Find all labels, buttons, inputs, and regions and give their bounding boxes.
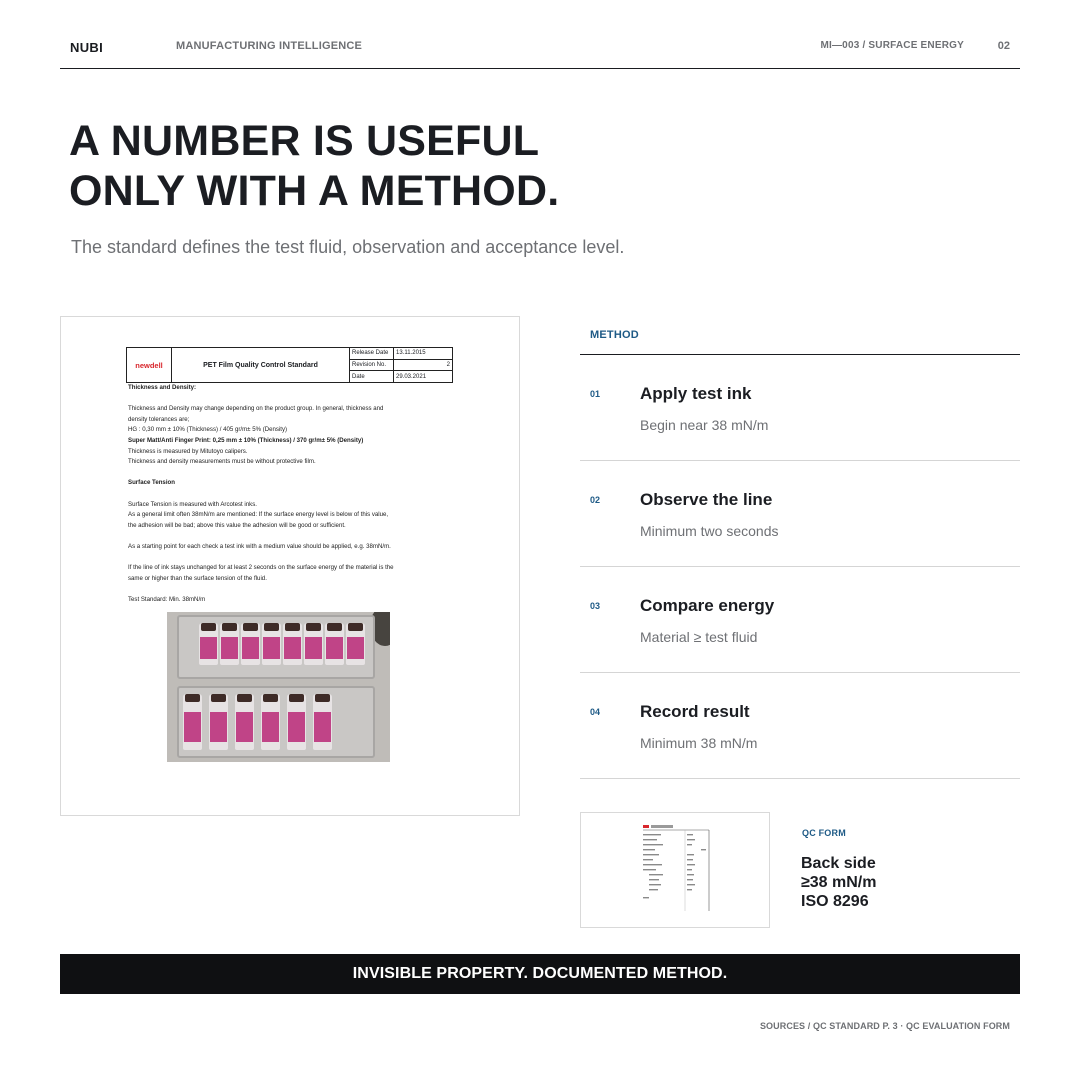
bottle-label [210,712,227,742]
document-blank-line [128,584,458,595]
step-number: 04 [590,707,601,717]
document-line: Surface Tension is measured with Arcotest inks. [128,500,257,508]
document-line: If the line of ink stays unchanged for at least 2 seconds on the surface energy of the material is the [128,564,394,572]
ink-bottle [220,623,239,665]
step-number: 03 [590,601,601,611]
bottle-label [305,637,322,659]
bottle-label [326,637,343,659]
qc-form-threshold: ≥38 mN/m [801,874,877,891]
bottle-cap [289,694,304,702]
document-line: density tolerances are; [128,415,190,423]
qc-form-side: Back side [801,855,876,872]
ink-bottle [313,694,332,750]
page-title [69,116,559,216]
qc-form-miniature [641,821,711,911]
document-body-text [128,383,458,605]
document-line: Test Standard: Min. 38mN/m [128,595,206,603]
document-line: Thickness and density measurements must be without protective film. [128,458,316,466]
document-line: the adhesion will be bad; above this value the adhesion will be good or sufficient. [128,521,346,529]
meta-key: Date [350,371,394,382]
document-line: Thickness and Density: [128,384,197,391]
ink-bottle [346,623,365,665]
document-blank-line [128,394,458,405]
bottle-cap [185,694,200,702]
bottle-tray-top [177,615,375,679]
document-title: PET Film Quality Control Standard [172,348,350,382]
section-label: MANUFACTURING INTELLIGENCE [176,40,363,52]
meta-row [350,371,452,382]
bottle-label [221,637,238,659]
bottle-cap [285,623,300,631]
bottle-cap [237,694,252,702]
bottle-label [184,712,201,742]
method-step [580,673,1020,779]
ink-bottle [183,694,202,750]
bottle-cap [327,623,342,631]
qc-form-details [801,854,876,911]
bottle-label [262,712,279,742]
document-line: Thickness and Density may change depending on the product group. In general, thickness and [128,405,384,413]
document-line: As a general limit often 38mN/m are mentioned: If the surface energy level is below of this value, [128,511,389,519]
meta-value: 29.03.2021 [396,373,427,380]
step-description: Begin near 38 mN/m [640,417,769,433]
qc-form-standard: ISO 8296 [801,893,869,910]
method-step [580,461,1020,567]
ink-bottle [325,623,344,665]
meta-row [350,348,452,360]
bottle-cap [263,694,278,702]
document-header-table [126,347,453,383]
document-blank-line [128,553,458,564]
ink-bottles-photo [167,612,390,762]
method-step [580,355,1020,461]
step-description: Minimum two seconds [640,523,779,539]
ink-bottle [283,623,302,665]
ink-bottle [209,694,228,750]
ink-bottle [261,694,280,750]
document-line: Surface Tension [128,479,175,487]
tagline-banner [60,954,1020,994]
bottle-cap [264,623,279,631]
bottle-cap [211,694,226,702]
bottle-label [284,637,301,659]
bottle-label [347,637,364,659]
bottle-label [242,637,259,659]
bottle-cap [306,623,321,631]
meta-value: 13.11.2015 [396,350,426,357]
qc-form-label: QC FORM [802,828,846,838]
bottle-label [263,637,280,659]
ink-bottle [241,623,260,665]
meta-value: 2 [446,362,450,368]
meta-key: Revision No. [350,360,394,371]
document-line: As a starting point for each check a test ink with a medium value should be applied, e.g. 38mN/m. [128,542,391,550]
page-number: 02 [997,40,1010,52]
bottle-cap [315,694,330,702]
brand-logo: NUBI [70,40,103,55]
document-line: same or higher than the surface tension of the fluid. [128,574,267,582]
ink-bottle [262,623,281,665]
document-reference: MI—003 / SURFACE ENERGY [820,40,964,51]
document-logo: newdell [127,348,172,382]
ink-bottle [235,694,254,750]
document-blank-line [128,489,458,500]
document-blank-line [128,531,458,542]
ink-bottle [199,623,218,665]
ink-bottle [304,623,323,665]
document-line: Super Matt/Anti Finger Print: 0,25 mm ± 10% (Thickness) / 370 gr/m± 5% (Density) [128,436,364,444]
document-line: Thickness is measured by Mitutoyo calipers. [128,447,248,455]
bottle-cap [201,623,216,631]
bottle-tray-bottom [177,686,375,758]
document-blank-line [128,468,458,479]
bottle-cap [348,623,363,631]
step-description: Material ≥ test fluid [640,629,758,645]
step-title: Observe the line [640,490,773,509]
title-line-1: A NUMBER IS USEFUL [69,117,540,165]
bottle-label [314,712,331,742]
document-meta-table [350,348,452,382]
bottle-label [200,637,217,659]
qc-form-thumbnail [580,812,770,928]
bottle-cap [243,623,258,631]
bottle-cap [222,623,237,631]
bottle-label [236,712,253,742]
bottle-label [288,712,305,742]
method-step [580,567,1020,673]
tagline-text: INVISIBLE PROPERTY. DOCUMENTED METHOD. [352,965,728,982]
ink-bottle [287,694,306,750]
document-line: HG : 0,30 mm ± 10% (Thickness) / 405 gr/m± 5% (Density) [128,426,288,434]
step-number: 02 [590,495,601,505]
sources-footer: SOURCES / QC STANDARD P. 3 · QC EVALUATION FORM [759,1021,1010,1031]
step-number: 01 [590,389,601,399]
qc-standard-document-image [60,316,520,816]
meta-row [350,360,452,372]
page-subtitle: The standard defines the test fluid, observation and acceptance level. [71,237,625,257]
step-title: Apply test ink [640,384,752,403]
meta-key: Release Date [350,348,394,359]
step-description: Minimum 38 mN/m [640,735,758,751]
title-line-2: ONLY WITH A METHOD. [69,167,560,215]
header-divider [60,68,1020,69]
method-section-label: METHOD [590,329,639,341]
step-title: Compare energy [640,596,775,615]
step-title: Record result [640,702,750,721]
